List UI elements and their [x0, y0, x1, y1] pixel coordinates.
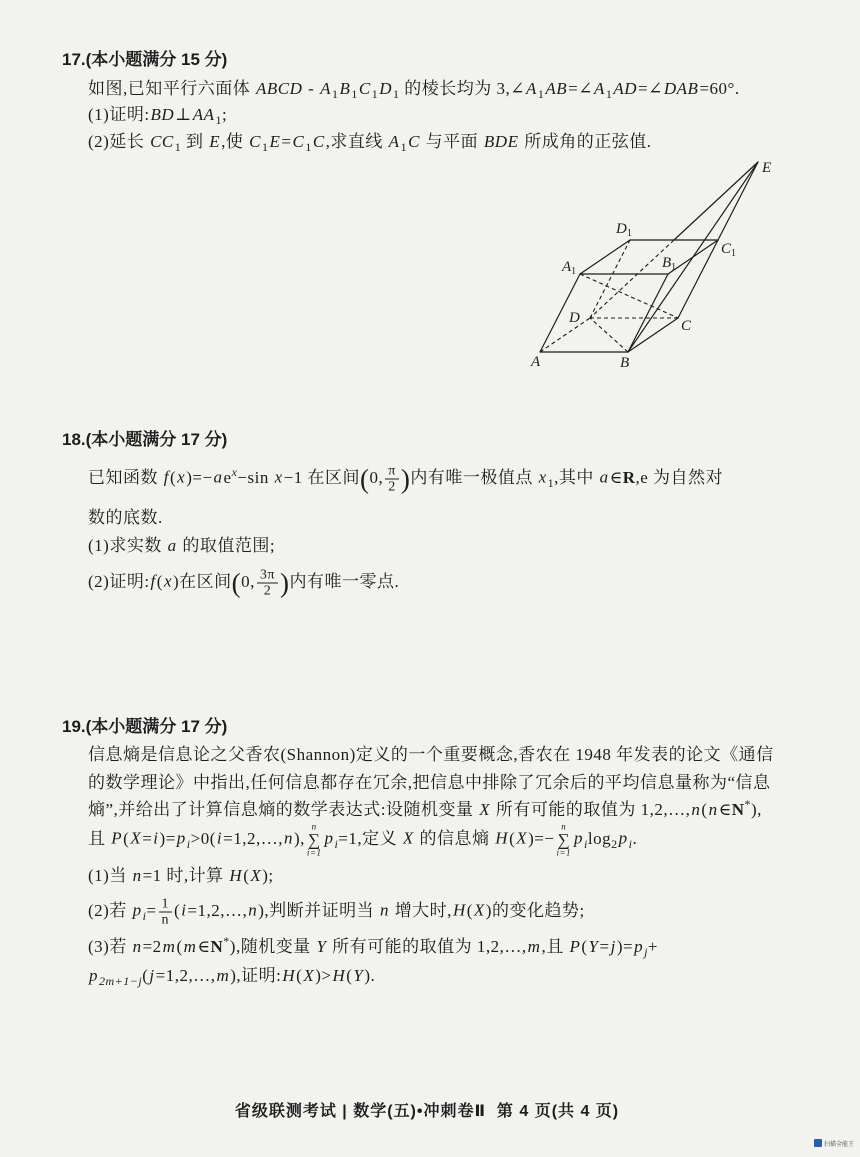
math-italic: C — [408, 132, 420, 151]
text-run: ; — [222, 105, 228, 124]
diagonal-bd-hidden — [590, 318, 628, 352]
text-run: ),证明: — [230, 966, 282, 985]
fraction-numerator: 1 — [159, 897, 173, 913]
math-italic: C — [249, 132, 261, 151]
sigma-symbol: ∑ — [557, 830, 571, 850]
text-run: 的取值范围; — [177, 536, 276, 555]
math-italic: B — [339, 79, 351, 98]
text-run: ⊥ — [175, 105, 192, 124]
math-italic: x — [274, 467, 283, 487]
text-run: 所有可能的取值为 1,2,…, — [327, 937, 527, 956]
text-run: ( — [296, 966, 303, 985]
fraction — [385, 464, 399, 495]
subscript: i — [584, 836, 588, 851]
math-italic: ABCD — [256, 79, 303, 98]
q19-part-2 — [88, 897, 585, 928]
math-italic: H — [282, 966, 296, 985]
q19-stem-line-4 — [88, 823, 637, 858]
subscript: 1 — [215, 113, 222, 127]
q17-heading: 17.(本小题满分 15 分) — [62, 50, 228, 69]
math-italic: j — [149, 966, 155, 985]
math-italic: X — [516, 828, 528, 848]
math-italic: m — [527, 937, 541, 956]
fraction-denominator: n — [161, 912, 170, 928]
text-run: 到 — [181, 132, 209, 151]
subscript: 1 — [262, 140, 269, 154]
parallelepiped-figure — [520, 150, 790, 380]
text-run: −sin — [237, 467, 274, 487]
text-run: = — [142, 828, 153, 848]
math-italic: Y — [316, 937, 327, 956]
math-italic: x — [177, 467, 186, 487]
math-italic: i — [181, 900, 187, 920]
text-run: =60°. — [699, 79, 740, 98]
math-italic: CC — [150, 132, 174, 151]
math-italic: m — [162, 937, 176, 956]
text-run: )> — [315, 966, 332, 985]
subscript: i — [186, 836, 191, 851]
text-run: ), — [750, 800, 762, 819]
q18-part-1 — [88, 536, 275, 556]
superscript: * — [223, 934, 230, 948]
math-italic: m — [183, 937, 197, 956]
subscript: 1 — [605, 87, 613, 101]
sum-lower-limit: i=1 — [556, 847, 572, 858]
label-letter: C — [721, 241, 732, 257]
label-b1 — [662, 255, 676, 273]
math-italic: f — [163, 467, 169, 487]
label-letter: A — [562, 259, 572, 275]
math-italic: f — [150, 571, 156, 591]
text-run: ,求直线 — [325, 132, 388, 151]
subscript: 1 — [305, 140, 312, 154]
edge-bc — [628, 318, 678, 352]
math-italic: p — [89, 966, 98, 985]
label-d — [568, 310, 580, 326]
label-letter: E — [762, 160, 772, 176]
q19-stem-line-1 — [88, 745, 774, 765]
text-run: 与平面 — [420, 132, 483, 151]
text-run: )= — [159, 828, 176, 848]
text-run: )=− — [528, 828, 555, 848]
text-run: + — [647, 937, 658, 956]
math-italic: C — [358, 79, 371, 98]
segment-de-visible — [674, 162, 758, 240]
text-run: ( — [169, 467, 177, 487]
q19-stem-line-2 — [88, 773, 771, 793]
math-bold: N — [210, 937, 224, 956]
text-run: ),随机变量 — [229, 937, 316, 956]
text-run: = — [599, 937, 610, 956]
text-run: ( — [466, 900, 473, 920]
math-italic: H — [495, 828, 509, 848]
text-run: 熵”,并给出了计算信息熵的数学表达式:设随机变量 — [88, 800, 479, 819]
subscript: j — [644, 945, 648, 959]
subscript: 1 — [537, 87, 545, 101]
text-run: ( — [176, 937, 183, 956]
math-italic: p — [574, 828, 584, 848]
math-italic: Y — [588, 937, 599, 956]
large-parenthesis: ) — [280, 567, 290, 598]
subscript: i — [628, 836, 633, 851]
large-parenthesis: ( — [231, 567, 242, 598]
text-run: (1)求实数 — [88, 536, 167, 555]
math-italic: p — [324, 828, 334, 848]
segment-de-hidden — [590, 240, 677, 318]
math-italic: n — [132, 937, 142, 956]
sum-upper-limit: n — [311, 821, 317, 832]
q17-stem — [88, 79, 740, 99]
large-parenthesis: ( — [360, 463, 370, 494]
text-run: =1,2,…, — [155, 966, 216, 985]
math-italic: AD — [613, 79, 638, 98]
text-run: 内有唯一极值点 — [410, 467, 538, 487]
math-italic: H — [452, 900, 466, 920]
subscript: 1 — [371, 87, 379, 101]
text-run: . — [632, 828, 638, 848]
edge-bb1 — [628, 274, 668, 352]
math-italic: j — [610, 937, 616, 956]
subscript: 2m+1−j — [99, 974, 143, 988]
math-italic: x — [163, 571, 172, 591]
text-run: (2)若 — [88, 900, 132, 920]
math-italic: H — [229, 866, 243, 885]
q19-stem-line-3 — [88, 797, 762, 820]
text-run: )=− — [186, 467, 213, 487]
text-run: 的棱长均为 3,∠ — [399, 79, 525, 98]
edge-cc1 — [678, 240, 718, 318]
text-run: ( — [123, 828, 130, 848]
scanner-logo-icon — [814, 1139, 822, 1147]
math-italic: E — [269, 132, 281, 151]
subscript: 1 — [331, 87, 339, 101]
math-italic: C — [312, 132, 325, 151]
text-run: =1,定义 — [338, 828, 402, 848]
q19-heading: 19.(本小题满分 17 分) — [62, 717, 228, 736]
q18-stem-continued — [88, 508, 163, 528]
math-italic: BD — [150, 105, 175, 124]
text-run: 0, — [241, 571, 255, 591]
text-run: ( — [701, 800, 708, 819]
text-run: = — [146, 900, 157, 920]
math-italic: D — [379, 79, 392, 98]
text-run: = — [281, 132, 292, 151]
text-run: =2 — [142, 937, 162, 956]
text-run: ( — [174, 900, 181, 920]
scanner-watermark-logo — [814, 1138, 854, 1148]
math-italic: p — [634, 937, 644, 956]
math-italic: n — [248, 900, 258, 920]
math-italic: C — [292, 132, 305, 151]
text-run: ); — [262, 866, 274, 885]
edge-dd1-hidden — [590, 240, 630, 318]
text-run: )在区间 — [173, 571, 232, 591]
math-italic: X — [130, 828, 142, 848]
label-subscript: 1 — [731, 248, 737, 259]
text-run: ( — [346, 966, 353, 985]
math-italic: n — [379, 900, 389, 920]
text-run: ,e 为自然对 — [635, 467, 724, 487]
math-italic: a — [599, 467, 609, 487]
text-run: >0( — [190, 828, 216, 848]
subscript: i — [334, 836, 339, 851]
text-run: 的信息熵 — [414, 828, 495, 848]
text-run: ). — [364, 966, 376, 985]
summation — [307, 823, 322, 858]
large-parenthesis: ) — [400, 463, 411, 494]
q18-part-2 — [88, 568, 399, 599]
text-run: −1 在区间 — [283, 467, 360, 487]
text-run: (2)证明: — [88, 571, 150, 591]
math-italic: p — [618, 828, 628, 848]
math-italic: Y — [353, 966, 364, 985]
text-run: ), — [293, 828, 305, 848]
text-run: 0, — [369, 467, 384, 487]
label-a1 — [561, 259, 576, 277]
math-italic: x — [538, 467, 547, 487]
math-italic: a — [213, 467, 223, 487]
label-letter: C — [681, 318, 692, 334]
text-run: 所有可能的取值为 1,2,…, — [491, 800, 691, 819]
text-run: =∠ — [638, 79, 663, 98]
text-run: =1 时,计算 — [142, 866, 229, 885]
math-italic: AA — [192, 105, 215, 124]
sum-upper-limit: n — [561, 821, 567, 832]
text-run: ( — [581, 937, 588, 956]
text-run: =1,2,…, — [223, 828, 283, 848]
math-italic: DAB — [663, 79, 699, 98]
math-italic: X — [479, 800, 491, 819]
label-b — [620, 355, 629, 371]
label-subscript: 1 — [571, 266, 577, 277]
math-italic: AB — [545, 79, 568, 98]
math-italic: X — [250, 866, 262, 885]
text-run: 内有唯一零点. — [289, 571, 400, 591]
text-run: 且 — [88, 828, 111, 848]
math-bold: R — [622, 467, 636, 487]
text-run: 如图,已知平行六面体 — [88, 79, 255, 98]
text-run: ),判断并证明当 — [258, 900, 379, 920]
label-letter: A — [531, 354, 541, 370]
label-letter: B — [662, 255, 672, 271]
math-italic: p — [176, 828, 186, 848]
segment-c1e — [718, 162, 758, 240]
math-italic: n — [132, 866, 142, 885]
label-letter: D — [616, 221, 627, 237]
segment-be — [628, 162, 758, 352]
fraction-numerator: π — [385, 464, 399, 480]
math-italic: n — [691, 800, 701, 819]
math-italic: X — [473, 900, 485, 920]
subscript: 1 — [547, 475, 555, 490]
text-run: 所成角的正弦值. — [519, 132, 652, 151]
label-c1 — [721, 241, 736, 259]
math-bold: N — [731, 800, 745, 819]
math-italic: P — [111, 828, 123, 848]
math-italic: A — [388, 132, 400, 151]
edge-ad-hidden — [540, 318, 590, 352]
q17-part-2 — [88, 132, 651, 152]
math-italic: A — [593, 79, 605, 98]
math-italic: p — [132, 900, 142, 920]
math-italic: BDE — [483, 132, 519, 151]
label-e — [761, 160, 771, 176]
subscript: 1 — [174, 140, 182, 154]
text-run: (2)延长 — [88, 132, 150, 151]
text-run: =∠ — [568, 79, 593, 98]
fraction-denominator: 2 — [388, 479, 396, 495]
label-c — [681, 318, 692, 334]
math-italic: E — [209, 132, 221, 151]
q19-part-3-continued — [88, 966, 375, 986]
text-run: log — [587, 828, 612, 848]
math-italic: P — [569, 937, 581, 956]
label-letter: B — [620, 355, 630, 371]
q17-part-1 — [88, 105, 227, 125]
math-italic: A — [525, 79, 537, 98]
label-a — [530, 354, 541, 370]
label-subscript: 1 — [626, 228, 632, 239]
math-italic: H — [332, 966, 346, 985]
q18-heading: 18.(本小题满分 17 分) — [62, 430, 228, 449]
fraction — [159, 897, 173, 928]
text-run: - — [303, 79, 320, 98]
subscript: 1 — [400, 140, 408, 154]
diagonal-a1c-hidden — [580, 274, 678, 318]
text-run: 增大时, — [389, 900, 452, 920]
text-run: )= — [616, 937, 634, 956]
math-italic: m — [216, 966, 230, 985]
summation — [556, 823, 571, 858]
text-run: ( — [509, 828, 516, 848]
text-run: ,且 — [541, 937, 569, 956]
label-subscript: 1 — [671, 262, 677, 273]
superscript: x — [231, 464, 238, 479]
superscript: * — [744, 797, 751, 811]
label-d1 — [615, 221, 632, 239]
q19-part-1 — [88, 866, 274, 886]
text-run: (1)当 — [88, 866, 132, 885]
q18-stem — [88, 464, 723, 495]
text-run: (1)证明: — [88, 105, 150, 124]
text-run: ( — [243, 866, 250, 885]
text-run: ( — [142, 966, 149, 985]
label-letter: D — [569, 310, 580, 326]
subscript: i — [142, 908, 147, 923]
math-italic: n — [708, 800, 718, 819]
text-run: 的数学理论》中指出,任何信息都存在冗余,把信息中排除了冗余后的平均信息量称为“信息 — [88, 773, 771, 792]
text-run: ∈ — [197, 937, 211, 956]
math-italic: X — [402, 828, 414, 848]
math-italic: X — [303, 966, 315, 985]
text-run: ∈ — [609, 467, 623, 487]
math-italic: a — [167, 536, 177, 555]
subscript: 1 — [351, 87, 358, 101]
text-run: =1,2,…, — [187, 900, 248, 920]
subscript: 2 — [611, 836, 618, 851]
text-run: 信息熵是信息论之父香农(Shannon)定义的一个重要概念,香农在 1948 年发表的论文《通信 — [88, 745, 774, 764]
math-italic: n — [283, 828, 293, 848]
edge-d1a1 — [580, 240, 630, 274]
text-run: ∈ — [718, 800, 732, 819]
fraction — [257, 568, 278, 599]
text-run: ,使 — [221, 132, 249, 151]
sigma-symbol: ∑ — [307, 830, 321, 850]
math-italic: i — [216, 828, 223, 848]
text-run: 数的底数. — [88, 508, 163, 527]
text-run: (3)若 — [88, 937, 132, 956]
math-italic: A — [320, 79, 331, 98]
subscript: 1 — [392, 87, 400, 101]
text-run: e — [223, 467, 232, 487]
fraction-denominator: 2 — [263, 583, 272, 599]
sum-lower-limit: i=1 — [306, 847, 322, 858]
text-run: 已知函数 — [88, 467, 163, 487]
scanner-logo-text: 扫描全能王 — [824, 1140, 855, 1148]
q19-part-3 — [88, 934, 658, 959]
text-run: ,其中 — [554, 467, 599, 487]
text-run: )的变化趋势; — [485, 900, 585, 920]
fraction-numerator: 3π — [257, 568, 278, 584]
text-run: ( — [156, 571, 163, 591]
math-italic: i — [153, 828, 159, 848]
page-footer: 省级联测考试 | 数学(五)•冲刺卷Ⅱ 第 4 页(共 4 页) — [234, 1103, 620, 1120]
